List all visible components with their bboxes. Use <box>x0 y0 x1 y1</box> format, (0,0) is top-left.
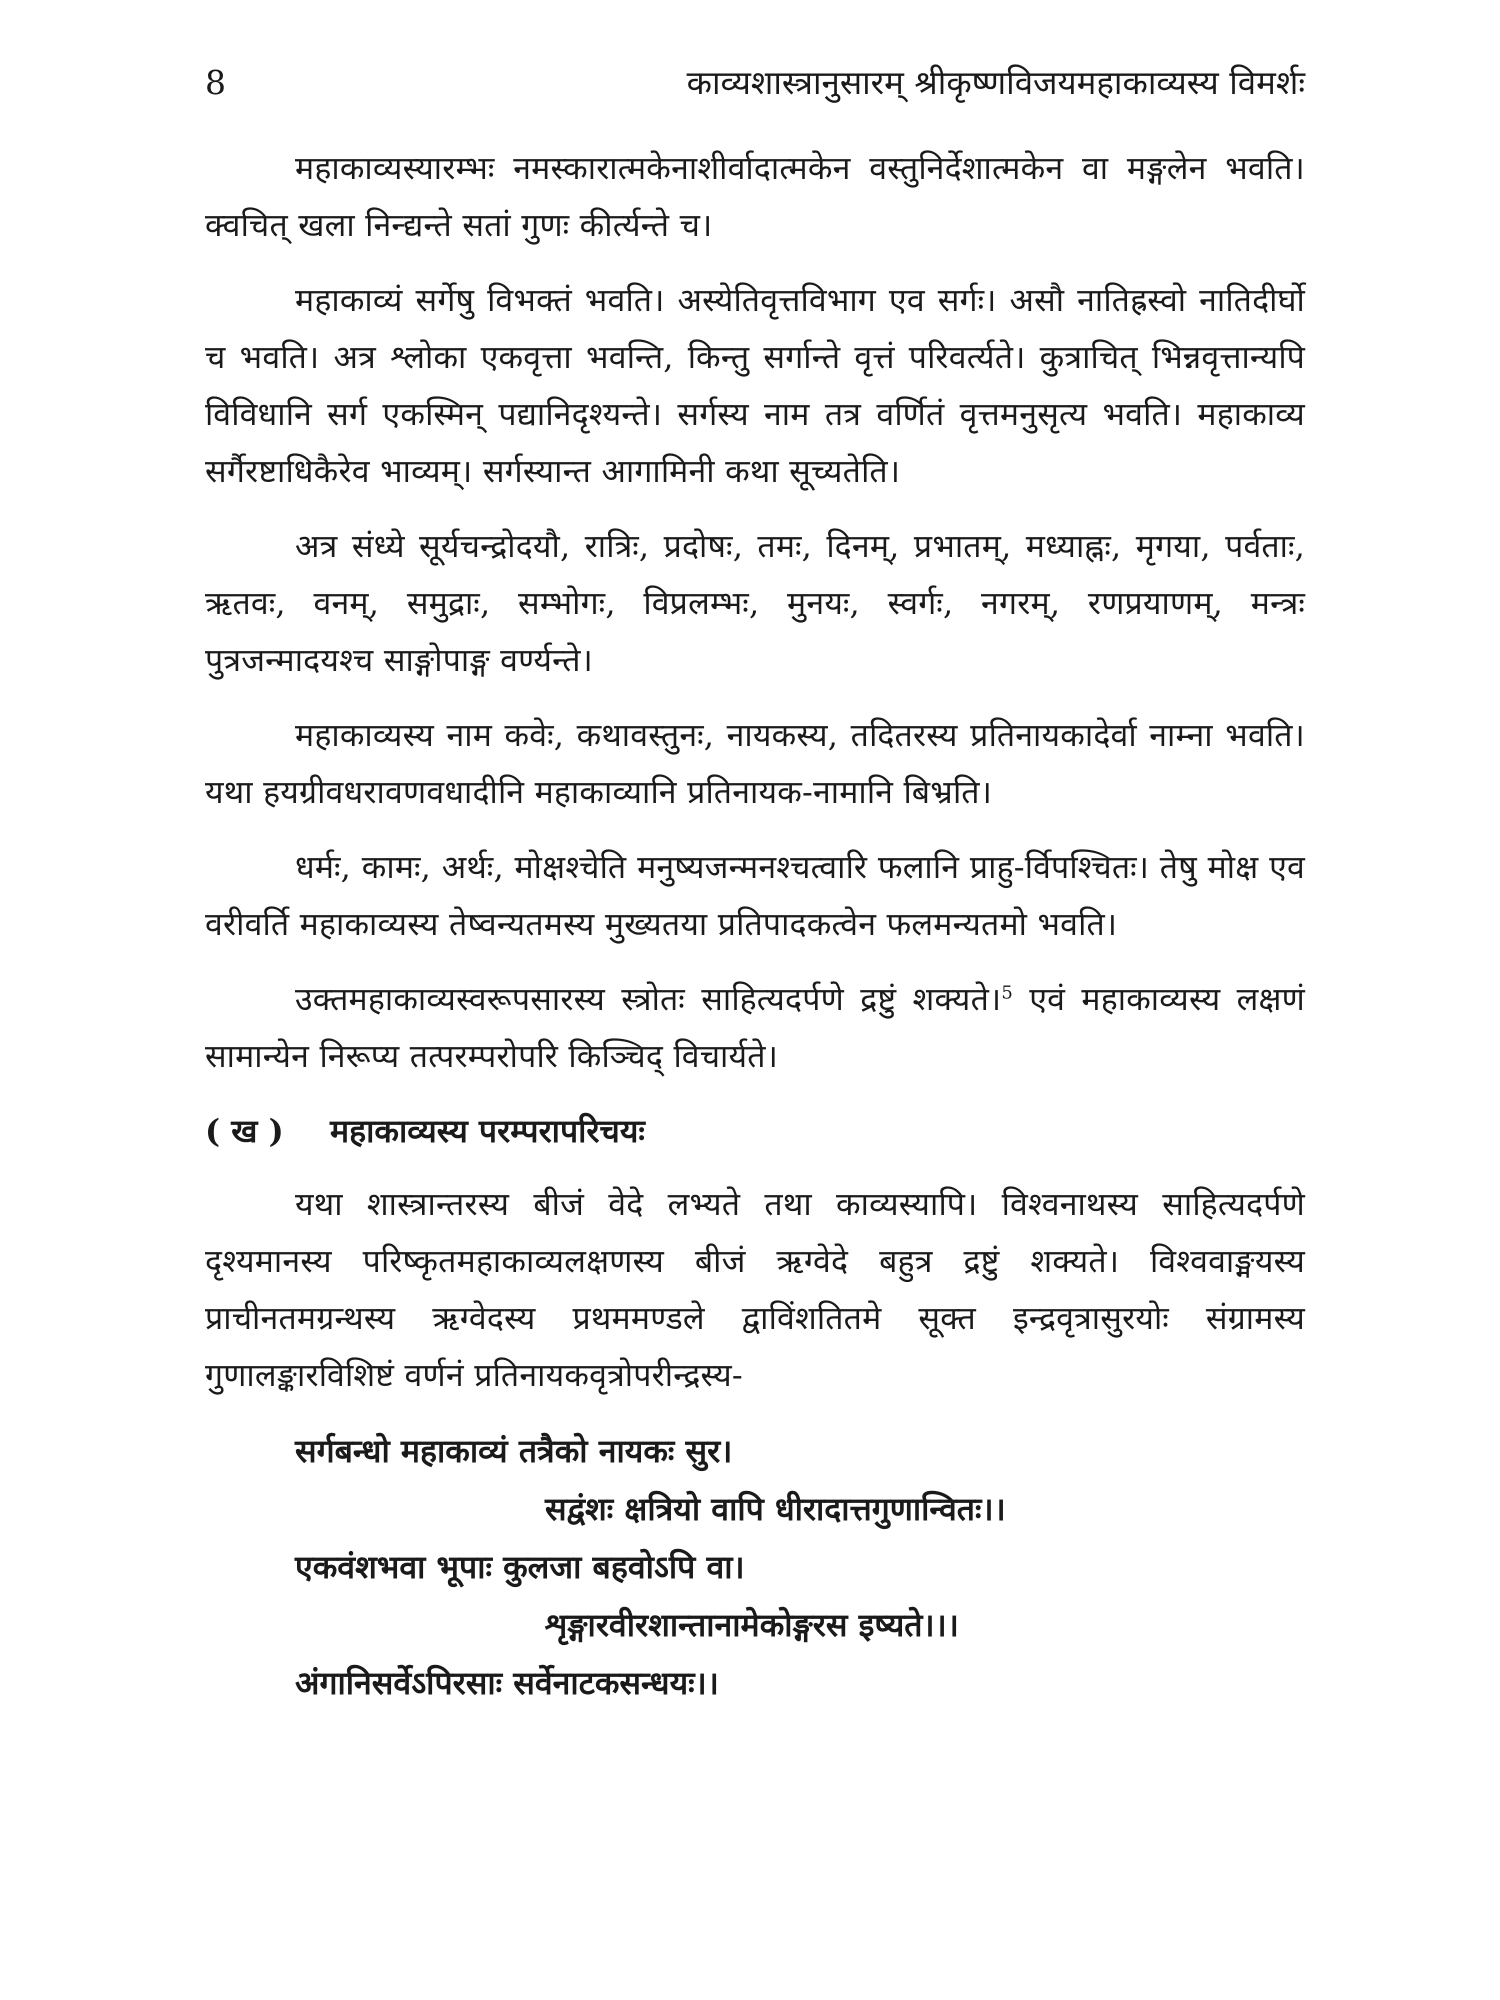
paragraph-sarga: महाकाव्यं सर्गेषु विभक्तं भवति। अस्येतिवृत्तविभाग एव सर्गः। असौ नातिह्रस्वो नातिदीर्घो च भवति। अत्र श्लोका एकवृत्ता भवन्ति, किन्तु सर्गान्ते वृत्तं परिवर्त्यते। कुत्राचित् भिन्नवृत्तान्यपि विविधानि सर्ग एकस्मिन् पद्यानिदृश्यन्ते। सर्गस्य नाम तत्र वर्णितं वृत्तमनुसृत्य भवति। महाकाव्य सर्गैरष्टाधिकैरेव भाव्यम्। सर्गस्यान्त आगामिनी कथा सूच्यतेति। <box>205 281 1305 490</box>
page-header <box>205 58 1305 108</box>
footnote-reference[interactable]: 5 <box>1001 982 1013 1004</box>
paragraph-opening: महाकाव्यस्यारम्भः नमस्कारात्मकेनाशीर्वादात्मकेन वस्तुनिर्देशात्मकेन वा मङ्गलेन भवति। क्वचित् खला निन्द्यन्ते सतां गुणः कीर्त्यन्ते च। <box>205 149 1305 244</box>
verse-line: एकवंशभवा भूपाः कुलजा बहवोऽपि वा। <box>295 1548 745 1586</box>
paragraph-descriptions: अत्र संध्ये सूर्यचन्द्रोदयौ, रात्रिः, प्रदोषः, तमः, दिनम्, प्रभातम्, मध्याह्नः, मृगया, पर्वताः, ऋतवः, वनम्, समुद्राः, सम्भोगः, विप्रलम्भः, मुनयः, स्वर्गः, नगरम्, रणप्रयाणम्, मन्त्रः पुत्रजन्मादयश्च साङ्गोपाङ्ग वर्ण्यन्ते। <box>205 527 1305 679</box>
section-marker: ( ख ) <box>205 1112 284 1150</box>
running-title: काव्यशास्त्रानुसारम् श्रीकृष्णविजयमहाकाव्यस्य विमर्शः <box>686 63 1305 102</box>
verse-line: शृङ्गारवीरशान्तानामेकोङ्गरस इष्यते।।। <box>545 1606 959 1644</box>
verse-line: सद्वंशः क्षत्रियो वापि धीरादात्तगुणान्वितः।। <box>545 1490 1006 1528</box>
verse-block <box>205 1422 1305 1712</box>
paragraph-purusharthas: धर्मः, कामः, अर्थः, मोक्षश्चेति मनुष्यजन्मनश्चत्वारि फलानि प्राहु-र्विपश्चितः। तेषु मोक्ष एव वरीवर्ति महाकाव्यस्य तेष्वन्यतमस्य मुख्यतया प्रतिपादकत्वेन फलमन्यतमो भवति। <box>205 848 1305 943</box>
page-body <box>205 140 1305 1712</box>
verse-line: अंगानिसर्वेऽपिरसाः सर्वेनाटकसन्धयः।। <box>295 1664 719 1702</box>
paragraph-source <box>205 971 1305 1085</box>
paragraph-naming: महाकाव्यस्य नाम कवेः, कथावस्तुनः, नायकस्य, तदितरस्य प्रतिनायकादेर्वा नाम्ना भवति। यथा हयग्रीवधरावणवधादीनि महाकाव्यानि प्रतिनायक-नामानि बिभ्रति। <box>205 716 1305 811</box>
paragraph-tradition: यथा शास्त्रान्तरस्य बीजं वेदे लभ्यते तथा काव्यस्यापि। विश्वनाथस्य साहित्यदर्पणे दृश्यमानस्य परिष्कृतमहाकाव्यलक्षणस्य बीजं ऋग्वेदे बहुत्र द्रष्टुं शक्यते। विश्ववाङ्मयस्य प्राचीनतमग्रन्थस्य ऋग्वेदस्य प्रथममण्डले द्वाविंशतितमे सूक्त इन्द्रवृत्रासुरयोः संग्रामस्य गुणालङ्कारविशिष्टं वर्णनं प्रतिनायकवृत्रोपरीन्द्रस्य- <box>205 1185 1305 1394</box>
section-title: महाकाव्यस्य परम्परापरिचयः <box>330 1112 645 1150</box>
paragraph-source-text-continued: एवं महाकाव्यस्य लक्षणं सामान्येन निरूप्य तत्परम्परोपरि किञ्चिद् विचार्यते। <box>205 980 1305 1075</box>
paragraph-source-text: उक्तमहाकाव्यस्वरूपसारस्य स्त्रोतः साहित्यदर्पणे द्रष्टुं शक्यते। <box>295 980 1002 1018</box>
section-heading <box>205 1103 1305 1160</box>
page-number: 8 <box>205 63 226 102</box>
verse-line: सर्गबन्धो महाकाव्यं तत्रैको नायकः सुर। <box>295 1432 733 1470</box>
